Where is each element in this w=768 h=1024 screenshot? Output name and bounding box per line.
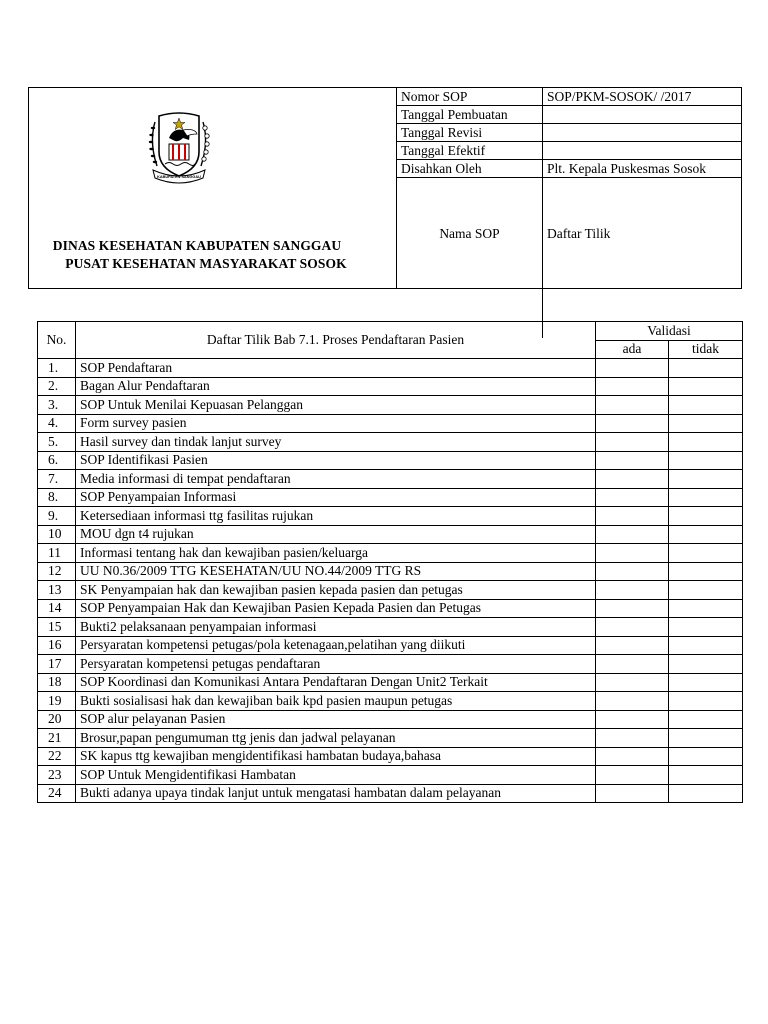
row-number: 17 bbox=[38, 655, 76, 674]
tidak-checkbox-cell[interactable] bbox=[669, 377, 743, 396]
meta-row-pembuatan bbox=[397, 106, 741, 124]
row-item-text: SOP Penyampaian Hak dan Kewajiban Pasien Kepada Pasien dan Petugas bbox=[76, 599, 596, 618]
row-number: 21 bbox=[38, 729, 76, 748]
row-number: 13 bbox=[38, 581, 76, 600]
row-item-text: Media informasi di tempat pendaftaran bbox=[76, 470, 596, 489]
sop-meta-table bbox=[397, 88, 741, 338]
row-item-text: SOP Untuk Mengidentifikasi Hambatan bbox=[76, 766, 596, 785]
row-item-text: Informasi tentang hak dan kewajiban pasien/keluarga bbox=[76, 544, 596, 563]
row-number: 10 bbox=[38, 525, 76, 544]
row-number: 20 bbox=[38, 710, 76, 729]
checklist-body bbox=[38, 359, 743, 803]
table-row bbox=[38, 599, 743, 618]
ada-checkbox-cell[interactable] bbox=[596, 470, 669, 489]
table-row bbox=[38, 673, 743, 692]
table-row bbox=[38, 396, 743, 415]
table-row bbox=[38, 784, 743, 803]
tidak-checkbox-cell[interactable] bbox=[669, 692, 743, 711]
row-number: 18 bbox=[38, 673, 76, 692]
meta-value bbox=[543, 142, 742, 160]
table-row bbox=[38, 525, 743, 544]
tidak-checkbox-cell[interactable] bbox=[669, 507, 743, 526]
row-item-text: SOP alur pelayanan Pasien bbox=[76, 710, 596, 729]
tidak-checkbox-cell[interactable] bbox=[669, 581, 743, 600]
tidak-checkbox-cell[interactable] bbox=[669, 544, 743, 563]
table-row bbox=[38, 377, 743, 396]
ada-checkbox-cell[interactable] bbox=[596, 729, 669, 748]
row-number: 6. bbox=[38, 451, 76, 470]
row-item-text: SOP Identifikasi Pasien bbox=[76, 451, 596, 470]
table-row bbox=[38, 470, 743, 489]
row-number: 12 bbox=[38, 562, 76, 581]
table-row bbox=[38, 636, 743, 655]
meta-label: Disahkan Oleh bbox=[397, 160, 543, 178]
org-name-line-2: PUSAT KESEHATAN MASYARAKAT SOSOK bbox=[65, 256, 347, 271]
row-item-text: Bukti sosialisasi hak dan kewajiban baik kpd pasien maupun petugas bbox=[76, 692, 596, 711]
row-item-text: Ketersediaan informasi ttg fasilitas rujukan bbox=[76, 507, 596, 526]
table-row bbox=[38, 488, 743, 507]
table-row bbox=[38, 451, 743, 470]
row-number: 8. bbox=[38, 488, 76, 507]
row-number: 15 bbox=[38, 618, 76, 637]
meta-value: SOP/PKM-SOSOK/ /2017 bbox=[543, 88, 742, 106]
table-row bbox=[38, 729, 743, 748]
meta-value bbox=[543, 106, 742, 124]
ada-checkbox-cell[interactable] bbox=[596, 692, 669, 711]
row-item-text: Brosur,papan pengumuman ttg jenis dan jadwal pelayanan bbox=[76, 729, 596, 748]
row-number: 5. bbox=[38, 433, 76, 452]
kabupaten-sanggau-emblem-icon bbox=[143, 108, 215, 184]
ada-checkbox-cell[interactable] bbox=[596, 377, 669, 396]
meta-row-nomor bbox=[397, 88, 741, 106]
checklist-table bbox=[37, 321, 743, 803]
ada-checkbox-cell[interactable] bbox=[596, 525, 669, 544]
meta-label: Nama SOP bbox=[397, 178, 543, 339]
ada-checkbox-cell[interactable] bbox=[596, 766, 669, 785]
ada-checkbox-cell[interactable] bbox=[596, 451, 669, 470]
tidak-checkbox-cell[interactable] bbox=[669, 359, 743, 378]
ada-checkbox-cell[interactable] bbox=[596, 544, 669, 563]
row-number: 22 bbox=[38, 747, 76, 766]
row-number: 2. bbox=[38, 377, 76, 396]
tidak-checkbox-cell[interactable] bbox=[669, 655, 743, 674]
tidak-checkbox-cell[interactable] bbox=[669, 636, 743, 655]
header-identity-panel bbox=[29, 88, 397, 288]
tidak-checkbox-cell[interactable] bbox=[669, 433, 743, 452]
tidak-checkbox-cell[interactable] bbox=[669, 766, 743, 785]
row-number: 16 bbox=[38, 636, 76, 655]
tidak-checkbox-cell[interactable] bbox=[669, 562, 743, 581]
row-item-text: MOU dgn t4 rujukan bbox=[76, 525, 596, 544]
table-row bbox=[38, 562, 743, 581]
row-number: 7. bbox=[38, 470, 76, 489]
ada-checkbox-cell[interactable] bbox=[596, 359, 669, 378]
row-number: 4. bbox=[38, 414, 76, 433]
table-row bbox=[38, 710, 743, 729]
tidak-checkbox-cell[interactable] bbox=[669, 599, 743, 618]
tidak-checkbox-cell[interactable] bbox=[669, 710, 743, 729]
table-row bbox=[38, 747, 743, 766]
table-row bbox=[38, 433, 743, 452]
meta-value bbox=[543, 124, 742, 142]
tidak-checkbox-cell[interactable] bbox=[669, 470, 743, 489]
col-header-no: No. bbox=[38, 322, 76, 359]
tidak-checkbox-cell[interactable] bbox=[669, 618, 743, 637]
table-row bbox=[38, 414, 743, 433]
ada-checkbox-cell[interactable] bbox=[596, 636, 669, 655]
tidak-checkbox-cell[interactable] bbox=[669, 525, 743, 544]
row-number: 14 bbox=[38, 599, 76, 618]
row-number: 3. bbox=[38, 396, 76, 415]
ada-checkbox-cell[interactable] bbox=[596, 488, 669, 507]
ada-checkbox-cell[interactable] bbox=[596, 562, 669, 581]
ada-checkbox-cell[interactable] bbox=[596, 655, 669, 674]
row-number: 24 bbox=[38, 784, 76, 803]
ada-checkbox-cell[interactable] bbox=[596, 747, 669, 766]
row-item-text: SK Penyampaian hak dan kewajiban pasien kepada pasien dan petugas bbox=[76, 581, 596, 600]
table-row bbox=[38, 359, 743, 378]
row-item-text: Bagan Alur Pendaftaran bbox=[76, 377, 596, 396]
row-item-text: Hasil survey dan tindak lanjut survey bbox=[76, 433, 596, 452]
meta-label: Tanggal Efektif bbox=[397, 142, 543, 160]
org-name-line-1: DINAS KESEHATAN KABUPATEN SANGGAU bbox=[52, 238, 342, 253]
logo-ribbon-text: KABUPATEN SANGGAU bbox=[157, 175, 201, 179]
row-number: 1. bbox=[38, 359, 76, 378]
table-row bbox=[38, 544, 743, 563]
col-header-title: Daftar Tilik Bab 7.1. Proses Pendaftaran Pasien bbox=[76, 322, 596, 359]
col-header-ada: ada bbox=[596, 340, 669, 359]
sop-header bbox=[28, 87, 742, 289]
row-number: 23 bbox=[38, 766, 76, 785]
meta-row-disahkan bbox=[397, 160, 741, 178]
row-item-text: SOP Pendaftaran bbox=[76, 359, 596, 378]
ada-checkbox-cell[interactable] bbox=[596, 618, 669, 637]
row-item-text: Persyaratan kompetensi petugas/pola ketenagaan,pelatihan yang diikuti bbox=[76, 636, 596, 655]
tidak-checkbox-cell[interactable] bbox=[669, 396, 743, 415]
row-number: 11 bbox=[38, 544, 76, 563]
table-row bbox=[38, 766, 743, 785]
table-row bbox=[38, 655, 743, 674]
col-header-tidak: tidak bbox=[669, 340, 743, 359]
tidak-checkbox-cell[interactable] bbox=[669, 747, 743, 766]
ada-checkbox-cell[interactable] bbox=[596, 599, 669, 618]
ada-checkbox-cell[interactable] bbox=[596, 581, 669, 600]
row-item-text: SOP Untuk Menilai Kepuasan Pelanggan bbox=[76, 396, 596, 415]
tidak-checkbox-cell[interactable] bbox=[669, 451, 743, 470]
tidak-checkbox-cell[interactable] bbox=[669, 414, 743, 433]
ada-checkbox-cell[interactable] bbox=[596, 414, 669, 433]
tidak-checkbox-cell[interactable] bbox=[669, 729, 743, 748]
row-item-text: Bukti adanya upaya tindak lanjut untuk mengatasi hambatan dalam pelayanan bbox=[76, 784, 596, 803]
ada-checkbox-cell[interactable] bbox=[596, 396, 669, 415]
meta-value: Daftar Tilik bbox=[543, 178, 742, 339]
row-item-text: SK kapus ttg kewajiban mengidentifikasi hambatan budaya,bahasa bbox=[76, 747, 596, 766]
tidak-checkbox-cell[interactable] bbox=[669, 673, 743, 692]
meta-row-nama-sop bbox=[397, 178, 741, 339]
checklist-header-row bbox=[38, 322, 743, 341]
row-item-text: UU N0.36/2009 TTG KESEHATAN/UU NO.44/2009 TTG RS bbox=[76, 562, 596, 581]
ada-checkbox-cell[interactable] bbox=[596, 507, 669, 526]
meta-value: Plt. Kepala Puskesmas Sosok bbox=[543, 160, 742, 178]
row-item-text: Form survey pasien bbox=[76, 414, 596, 433]
row-item-text: Persyaratan kompetensi petugas pendaftaran bbox=[76, 655, 596, 674]
row-number: 9. bbox=[38, 507, 76, 526]
ada-checkbox-cell[interactable] bbox=[596, 710, 669, 729]
table-row bbox=[38, 581, 743, 600]
ada-checkbox-cell[interactable] bbox=[596, 673, 669, 692]
table-row bbox=[38, 618, 743, 637]
table-row bbox=[38, 507, 743, 526]
table-row bbox=[38, 692, 743, 711]
tidak-checkbox-cell[interactable] bbox=[669, 784, 743, 803]
row-number: 19 bbox=[38, 692, 76, 711]
meta-label: Tanggal Revisi bbox=[397, 124, 543, 142]
col-header-validasi: Validasi bbox=[596, 322, 743, 341]
row-item-text: SOP Penyampaian Informasi bbox=[76, 488, 596, 507]
meta-row-efektif bbox=[397, 142, 741, 160]
tidak-checkbox-cell[interactable] bbox=[669, 488, 743, 507]
row-item-text: SOP Koordinasi dan Komunikasi Antara Pendaftaran Dengan Unit2 Terkait bbox=[76, 673, 596, 692]
ada-checkbox-cell[interactable] bbox=[596, 433, 669, 452]
ada-checkbox-cell[interactable] bbox=[596, 784, 669, 803]
meta-row-revisi bbox=[397, 124, 741, 142]
row-item-text: Bukti2 pelaksanaan penyampaian informasi bbox=[76, 618, 596, 637]
meta-label: Nomor SOP bbox=[397, 88, 543, 106]
meta-label: Tanggal Pembuatan bbox=[397, 106, 543, 124]
